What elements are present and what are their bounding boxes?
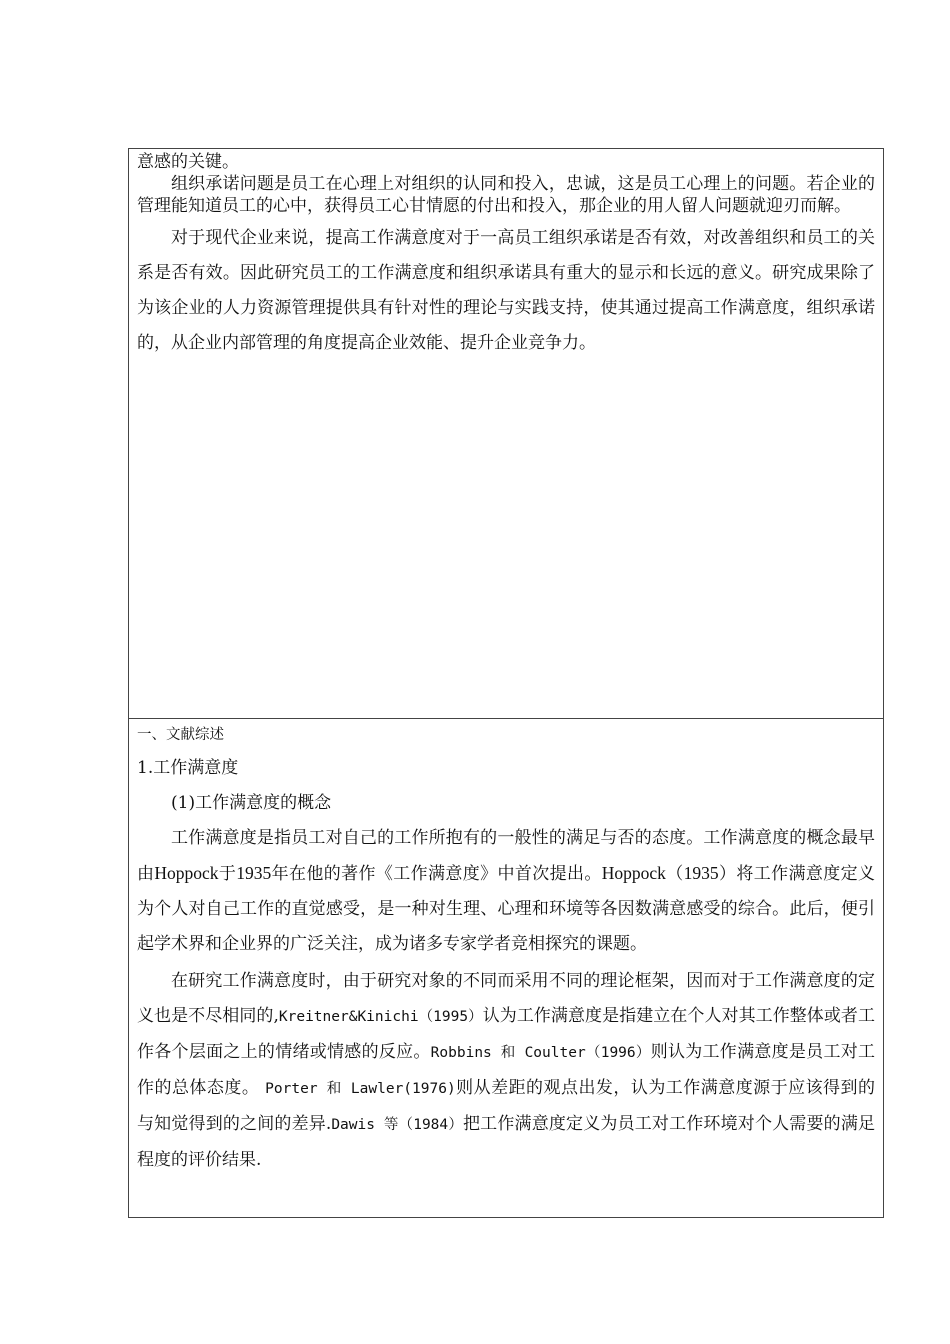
year: 1935 — [683, 863, 719, 883]
text-run: （ — [665, 864, 684, 884]
citation: Robbins 和 Coulter（1996） — [430, 1045, 651, 1061]
text-run: 工作满意度是指员工对自己的工作所抱有的一般性的满足与否的态度。工作满意度的概念最早由 — [137, 828, 875, 884]
document-table — [128, 148, 884, 1218]
paragraph-definitions-review — [137, 964, 875, 1178]
year: 1935 — [236, 863, 272, 883]
text-run: 则从差距的观点出发，认为工作满意度源于应该得到的与知觉得到的之间的差异. — [137, 1078, 875, 1134]
paragraph-organizational-commitment: 组织承诺问题是员工在心理上对组织的认同和投入，忠诚，这是员工心理上的问题。若企业的管理能知道员工的心中，获得员工心甘情愿的付出和投入，那企业的用人留人问题就迎刃而解。 — [137, 174, 875, 216]
citation: Dawis 等（1984） — [331, 1117, 463, 1133]
table-cell-literature-review — [129, 719, 883, 1217]
text-run: 则认为工作满意度是员工对工作的总体态度。 — [137, 1042, 875, 1098]
citation: Kreitner&Kinichi（1995） — [278, 1009, 483, 1025]
text-run: 年在他的著作《工作满意度》中首次提出。 — [271, 864, 602, 884]
continued-line: 意感的关键。 — [137, 152, 239, 172]
text-run: 认为工作满意度是指建立在个人对其工作整体或者工作各个层面之上的情绪或情感的反应。 — [137, 1006, 875, 1062]
subsubheading: (1)工作满意度的概念 — [171, 793, 332, 813]
citation: Porter 和 Lawler(1976) — [265, 1081, 456, 1097]
section-heading: 一、文献综述 — [137, 727, 224, 743]
author-name: Hoppock — [154, 863, 219, 883]
subheading: 1.工作满意度 — [137, 758, 239, 778]
table-cell-background — [129, 149, 883, 719]
text-run: 于 — [218, 864, 237, 884]
text-run: 把工作满意度定义为员工对工作环境对个人需要的满足程度的评价结果. — [137, 1114, 875, 1170]
paragraph-research-significance: 对于现代企业来说，提高工作满意度对于一高员工组织承诺是否有效，对改善组织和员工的关系是否有效。因此研究员工的工作满意度和组织承诺具有重大的显示和长远的意义。研究成果除了为该企业的人力资源管理提供具有针对性的理论与实践支持，使其通过提高工作满意度，组织承诺的，从企业内部管理的角度提高企业效能、提升企业竞争力。 — [137, 228, 875, 353]
text-run: 在研究工作满意度时，由于研究对象的不同而采用不同的理论框架，因而对于工作满意度的定义也是不尽相同的, — [137, 971, 875, 1026]
paragraph-job-satisfaction-definition — [137, 821, 875, 962]
text-run: ）将工作满意度定义为个人对自己工作的直觉感受，是一种对生理、心理和环境等各因数满意感受的综合。此后，便引起学术界和企业界的广泛关注，成为诸多专家学者竞相探究的课题。 — [137, 864, 876, 954]
author-name: Hoppock — [601, 863, 666, 883]
